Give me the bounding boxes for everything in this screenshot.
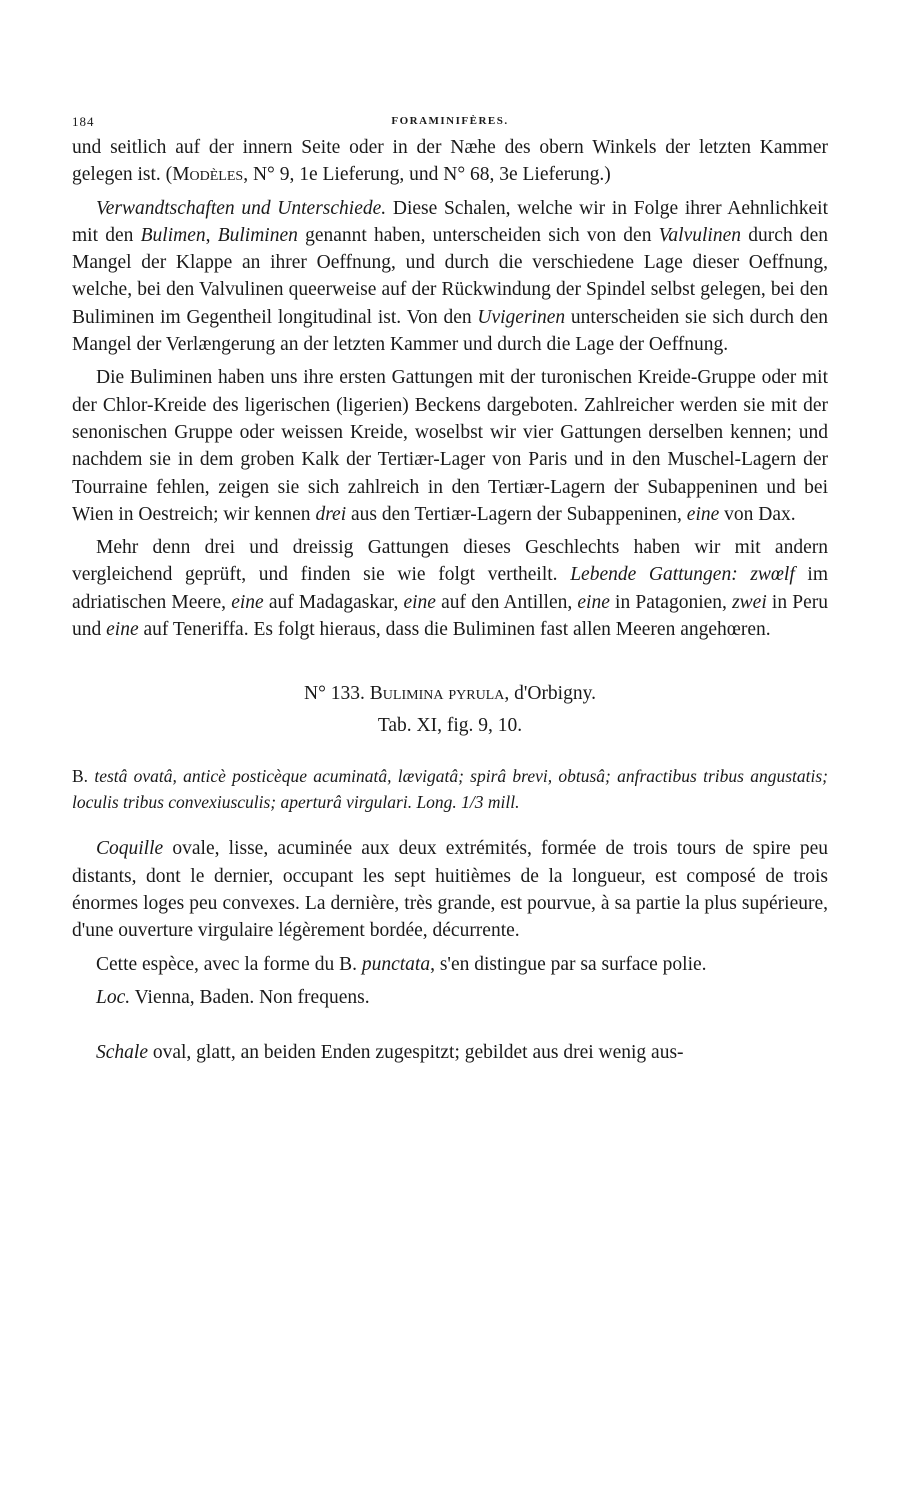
text-run: in Patagonien, — [609, 591, 733, 613]
paragraph-distribution-geology — [72, 364, 828, 528]
species-author: , d'Orbigny. — [504, 683, 596, 705]
paragraph-affinities — [72, 195, 828, 359]
plate-reference: Tab. XI, fig. 9, 10. — [377, 715, 523, 737]
species-number: N° 133. — [304, 683, 370, 705]
text-run: durch den Mangel der Klappe an ihrer Oeffnung, und durch die verschiedene Lage dieser Oeffnung, welche, bei den Valvulinen queerweise auf der Rückwindung der Spindel selbst gelegen, bei den Buliminen im Gegentheil longitudinal ist. Von den — [72, 224, 828, 328]
french-description — [72, 835, 828, 944]
locality — [72, 984, 828, 1011]
italic-run: drei — [315, 503, 347, 525]
genus-abbrev: B. — [72, 766, 89, 787]
text-run: im adriatischen Meere, — [72, 564, 829, 613]
text-run: , N° 9, 1e Lieferung, und N° 68, 3e Lieferung.) — [243, 164, 611, 186]
page-header — [72, 114, 828, 134]
italic-run: Schale — [96, 1042, 148, 1064]
text-run: genannt haben, unterscheiden sich von den — [297, 224, 659, 246]
italic-run: zwei — [732, 591, 767, 613]
text-run: , — [205, 224, 218, 246]
italic-run: eine — [403, 591, 436, 613]
running-head: FORAMINIFÈRES. — [391, 115, 509, 127]
latin-diagnosis — [72, 763, 828, 815]
text-run: auf den Antillen, — [435, 591, 578, 613]
text-run: ovale, lisse, acuminée aux deux extrémités, formée de trois tours de spire peu distants, dont le dernier, occupant les sept huitièmes de la longueur, est composé de trois énormes loges peu convexes. La dernière, très grande, est pourvue, à sa partie la plus supérieure, d'une ouverture virgulaire légèrement bordée, décurrente. — [72, 838, 828, 942]
text-run: Mehr denn drei und dreissig Gattungen dieses Geschlechts haben wir mit andern vergleichend geprüft, und finden sie wie folgt vertheilt. — [72, 537, 828, 586]
italic-run: eine — [231, 591, 264, 613]
text-run: auf Madagaskar, — [263, 591, 404, 613]
german-description — [72, 1039, 828, 1066]
text-run: in Peru und — [72, 591, 828, 641]
species-heading — [72, 679, 828, 741]
italic-run: Loc. — [96, 986, 131, 1008]
text-run: oval, glatt, an beiden Enden zugespitzt; gebildet aus drei wenig aus- — [147, 1042, 684, 1064]
italic-run: Uvigerinen — [477, 306, 566, 328]
text-run: unterscheiden sie sich durch den Mangel der Verlængerung an der letzten Kammer und durch die Lage der Oeffnung. — [72, 306, 828, 356]
french-comparison — [72, 951, 828, 978]
text-run: von Dax. — [719, 503, 796, 525]
italic-run: eine — [686, 503, 720, 525]
italic-run: Lebende Gattungen: zwœlf — [570, 564, 795, 586]
species-name: Bulimina pyrula — [369, 683, 505, 705]
italic-run: Coquille — [96, 838, 164, 860]
italic-run: Valvulinen — [658, 224, 741, 246]
italic-run: Buliminen — [217, 224, 298, 246]
paragraph-distribution-living — [72, 534, 828, 643]
paragraph-continuation — [72, 134, 828, 189]
italic-run: eine — [106, 619, 139, 641]
text-run: aus den Tertiær-Lagern der Subappeninen, — [346, 503, 687, 525]
italic-run: Bulimen — [140, 224, 206, 246]
italic-run: Verwandtschaften und Unterschiede. — [96, 197, 387, 219]
text-run: , s'en distingue par sa surface polie. — [430, 953, 707, 975]
text-run: auf Teneriffa. Es folgt hieraus, dass die Buliminen fast allen Meeren angehœren. — [138, 619, 771, 641]
page-body — [72, 134, 828, 1066]
page-number: 184 — [72, 114, 95, 129]
text-run: Die Buliminen haben uns ihre ersten Gattungen mit der turonischen Kreide-Gruppe oder mit der Chlor-Kreide des ligerischen (ligerien) Beckens dargeboten. Zahlreicher werden sie mit der senonischen Gruppe oder weissen Kreide, woselbst wir vier Gattungen derselben kennen; und nachdem sie in dem groben Kalk der Tertiær-Lager von Paris und in den Muschel-Lagern der Tourraine fehlen, zeigen sie sich zahlreich in den Tertiær-Lagern der Subappeninen und bei Wien in Oestreich; wir kennen — [72, 367, 828, 525]
italic-run: eine — [577, 591, 610, 613]
text-run: Diese Schalen, welche wir in Folge ihrer Aehnlichkeit mit den — [72, 197, 829, 246]
species-title — [72, 679, 828, 709]
italic-run: punctata — [361, 953, 431, 975]
text-run: und seitlich auf der innern Seite oder in der Næhe des obern Winkels der letzten Kammer gelegen ist. ( — [72, 137, 828, 186]
text-run: Vienna, Baden. Non frequens. — [130, 986, 370, 1008]
small-caps-run: Modèles — [172, 164, 244, 186]
text-run: Cette espèce, avec la forme du B. — [96, 953, 362, 975]
diagnosis-text: testâ ovatâ, anticè posticèque acuminatâ, lævigatâ; spirâ brevi, obtusâ; anfractibus tribus angustatis; loculis tribus convexiusculis; aperturâ virgulari. Long. 1/3 mill. — [72, 766, 828, 813]
